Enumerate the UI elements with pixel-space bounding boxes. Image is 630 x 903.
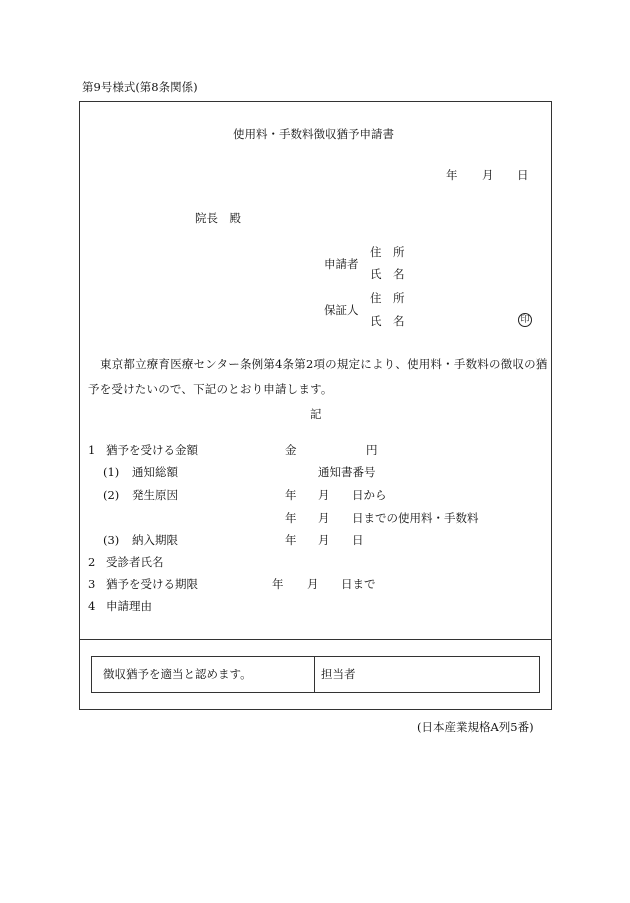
sub2-day-from: 日から — [352, 488, 387, 502]
guarantor-name-label: 氏 名 — [370, 314, 405, 328]
sub2-year: 年 — [285, 488, 297, 502]
item4-label: 申請理由 — [106, 599, 152, 613]
sub2b-day-until: 日までの使用料・手数料 — [352, 511, 479, 525]
applicant-label: 申請者 — [324, 257, 359, 271]
sub2b-year: 年 — [285, 511, 297, 525]
sub2-label: 発生原因 — [132, 488, 178, 502]
date-day: 日 — [517, 168, 529, 182]
document-title: 使用料・手数料徴収猶予申請書 — [233, 127, 394, 141]
guarantor-label: 保証人 — [324, 303, 359, 317]
item3-label: 猶予を受ける期限 — [106, 577, 198, 591]
approval-box-divider — [314, 656, 315, 693]
staff-label: 担当者 — [321, 667, 356, 681]
seal-mark: 印 — [518, 313, 532, 327]
sub2b-month: 月 — [318, 511, 330, 525]
item1-en: 円 — [366, 443, 378, 457]
item1-number: 1 — [88, 443, 96, 457]
application-statement: 東京都立療育医療センター条例第4条第2項の規定により、使用料・手数料の徴収の猶予を受けたいので、下記のとおり申請します。 — [88, 357, 548, 396]
date-month: 月 — [482, 168, 494, 182]
sub1-label: 通知総額 — [132, 465, 178, 479]
sub3-number: (3) — [103, 533, 120, 547]
item1-label: 猶予を受ける金額 — [106, 443, 198, 457]
approval-text: 徴収猶予を適当と認めます。 — [103, 667, 252, 681]
addressee: 院長 殿 — [195, 211, 241, 225]
item3-month: 月 — [307, 577, 319, 591]
item2-number: 2 — [88, 555, 96, 569]
sub2-month: 月 — [318, 488, 330, 502]
item3-year: 年 — [272, 577, 284, 591]
sub3-label: 納入期限 — [132, 533, 178, 547]
sub3-day: 日 — [352, 533, 364, 547]
sub3-month: 月 — [318, 533, 330, 547]
applicant-name-label: 氏 名 — [370, 267, 405, 281]
section-divider — [79, 639, 552, 640]
item1-kin: 金 — [285, 443, 297, 457]
form-frame — [79, 101, 552, 710]
ki-heading: 記 — [310, 407, 322, 421]
sub2-number: (2) — [103, 488, 120, 502]
form-number-label: 第9号様式(第8条関係) — [82, 80, 198, 94]
sub1-number: (1) — [103, 465, 120, 479]
item3-number: 3 — [88, 577, 96, 591]
item2-label: 受診者氏名 — [106, 555, 164, 569]
paper-size-note: (日本産業規格A列5番) — [417, 720, 534, 734]
item3-day-until: 日まで — [341, 577, 376, 591]
applicant-address-label: 住 所 — [370, 245, 405, 259]
date-year: 年 — [446, 168, 458, 182]
sub3-year: 年 — [285, 533, 297, 547]
item4-number: 4 — [88, 599, 96, 613]
guarantor-address-label: 住 所 — [370, 291, 405, 305]
sub1-notice-number: 通知書番号 — [318, 465, 376, 479]
